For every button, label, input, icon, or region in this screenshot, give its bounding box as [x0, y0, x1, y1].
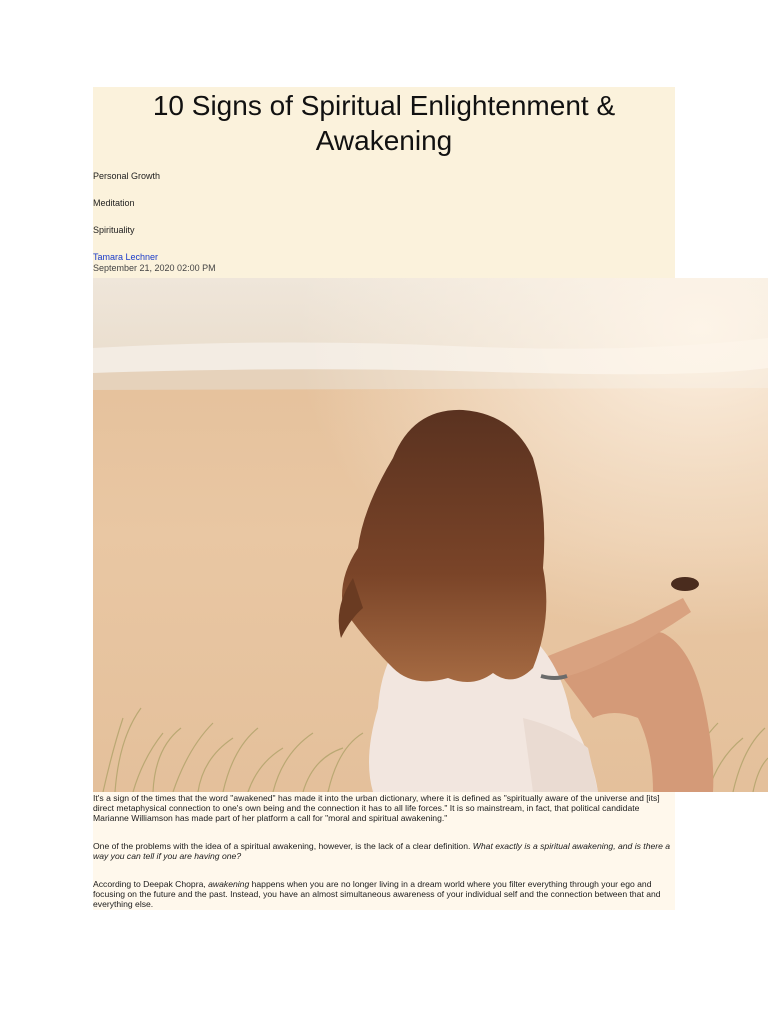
- paragraph-2-text: One of the problems with the idea of a spiritual awakening, however, is the lack of a clear definition.: [93, 841, 473, 851]
- author-link[interactable]: Tamara Lechner: [93, 252, 159, 262]
- paragraph-3: [93, 879, 673, 910]
- hero-image: [93, 278, 768, 792]
- publish-date: September 21, 2020 02:00 PM: [93, 263, 216, 273]
- article-title: 10 Signs of Spiritual Enlightenment & Awakening: [152, 90, 616, 156]
- beach-woman-illustration: [93, 278, 768, 792]
- paragraph-2: [93, 841, 673, 861]
- paragraph-3-before: According to Deepak Chopra,: [93, 879, 209, 889]
- paragraph-2-italic: What exactly is a spiritual awakening, and is there a way you can tell if you are having one?: [93, 841, 671, 862]
- paragraph-1: It's a sign of the times that the word "awakened" has made it into the urban dictionary, where it is defined as "spiritually aware of the universe and [its] direct metaphysical connection to one's own being and the connection it has to all life forces." It is so mainstream, in fact, that political candidate Marianne Williamson has made part of her platform a call for "moral and spiritual awakening.": [93, 793, 660, 824]
- tag-spirituality[interactable]: Spirituality: [93, 225, 135, 235]
- paragraph-3-italic: awakening: [208, 879, 250, 889]
- paragraph-3-after: happens when you are no longer living in a dream world where you filter everything through your ego and focusing on the future and the past. Instead, you have an almost simultaneous awareness of your individual self and the connection between that and everything else.: [93, 879, 661, 910]
- tag-personal-growth[interactable]: Personal Growth: [93, 171, 161, 181]
- tag-meditation[interactable]: Meditation: [93, 198, 135, 208]
